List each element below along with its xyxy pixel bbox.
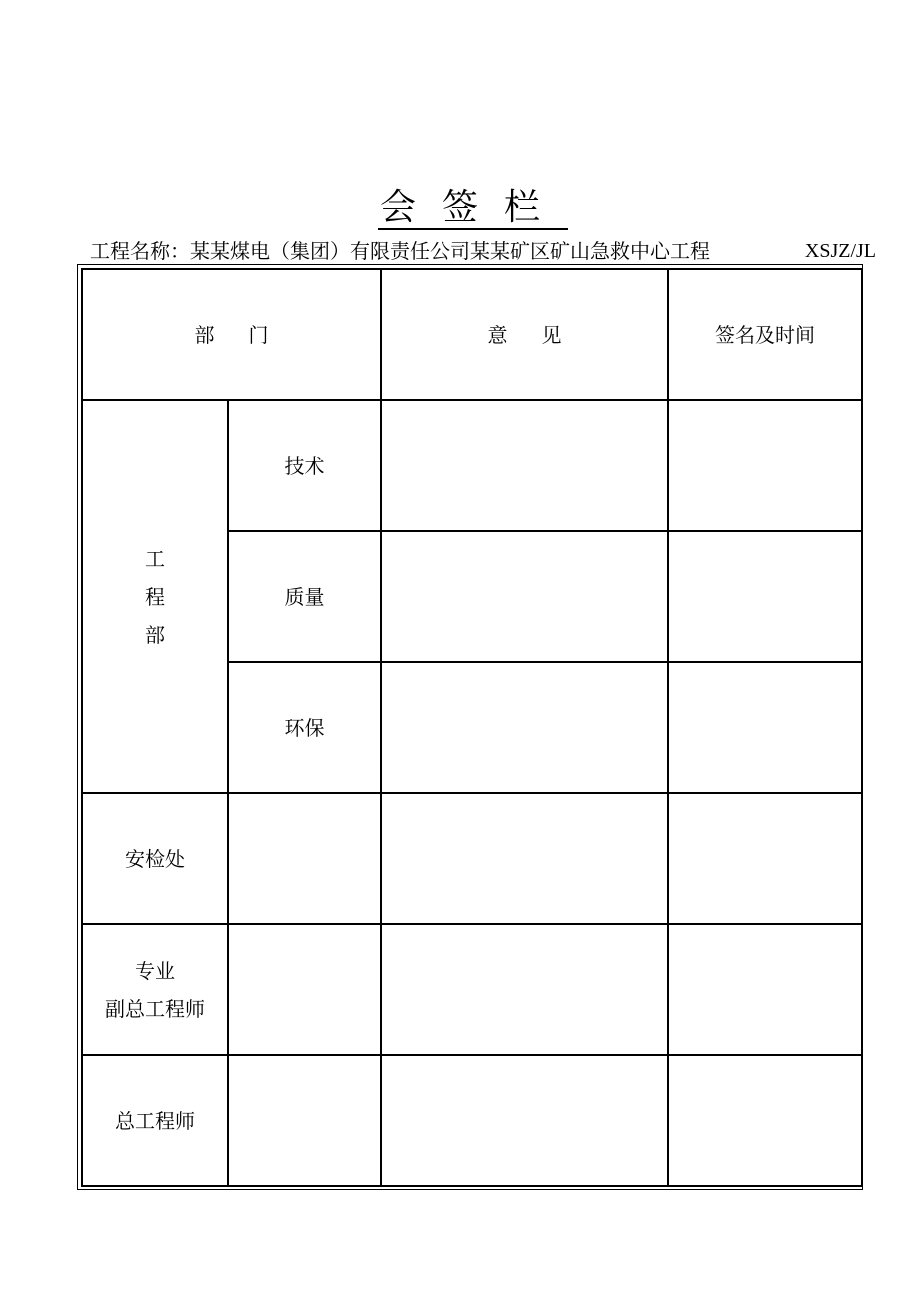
signature-cell-deputy[interactable] <box>668 924 862 1055</box>
table-row <box>82 924 862 1055</box>
subdept-cell-empty[interactable] <box>228 793 381 924</box>
header-signature-time: 签名及时间 <box>668 269 862 400</box>
subdept-cell-empty[interactable] <box>228 924 381 1055</box>
opinion-cell-environment[interactable] <box>381 662 668 793</box>
header-row <box>82 269 862 400</box>
document-code: XSJZ/JL <box>804 240 876 262</box>
engineering-dept-label: 工程部 <box>145 546 165 647</box>
table-row <box>82 793 862 924</box>
project-name: 工程名称：某某煤电（集团）有限责任公司某某矿区矿山急救中心工程 <box>90 239 710 263</box>
opinion-cell-quality[interactable] <box>381 531 668 662</box>
sub-dept-tech: 技术 <box>228 400 381 531</box>
dept-safety-inspection: 安检处 <box>82 793 228 924</box>
opinion-cell-tech[interactable] <box>381 400 668 531</box>
signature-cell-tech[interactable] <box>668 400 862 531</box>
project-line <box>90 236 876 266</box>
table-row <box>82 1055 862 1186</box>
header-department: 部门 <box>82 269 381 400</box>
signature-cell-chief[interactable] <box>668 1055 862 1186</box>
dept-chief-engineer: 总工程师 <box>82 1055 228 1186</box>
engineering-dept-cell <box>82 400 228 793</box>
form-title <box>0 186 920 230</box>
countersign-table <box>81 268 863 1187</box>
opinion-cell-deputy[interactable] <box>381 924 668 1055</box>
sub-dept-environment: 环保 <box>228 662 381 793</box>
opinion-cell-safety[interactable] <box>381 793 668 924</box>
subdept-cell-empty[interactable] <box>228 1055 381 1186</box>
table-row <box>82 400 862 531</box>
form-title-text: 会签栏 <box>379 187 566 228</box>
sub-dept-quality: 质量 <box>228 531 381 662</box>
signature-cell-environment[interactable] <box>668 662 862 793</box>
header-opinion: 意见 <box>381 269 668 400</box>
signature-cell-quality[interactable] <box>668 531 862 662</box>
opinion-cell-chief[interactable] <box>381 1055 668 1186</box>
signature-cell-safety[interactable] <box>668 793 862 924</box>
dept-deputy-chief-engineer: 专业 副总工程师 <box>82 924 228 1055</box>
